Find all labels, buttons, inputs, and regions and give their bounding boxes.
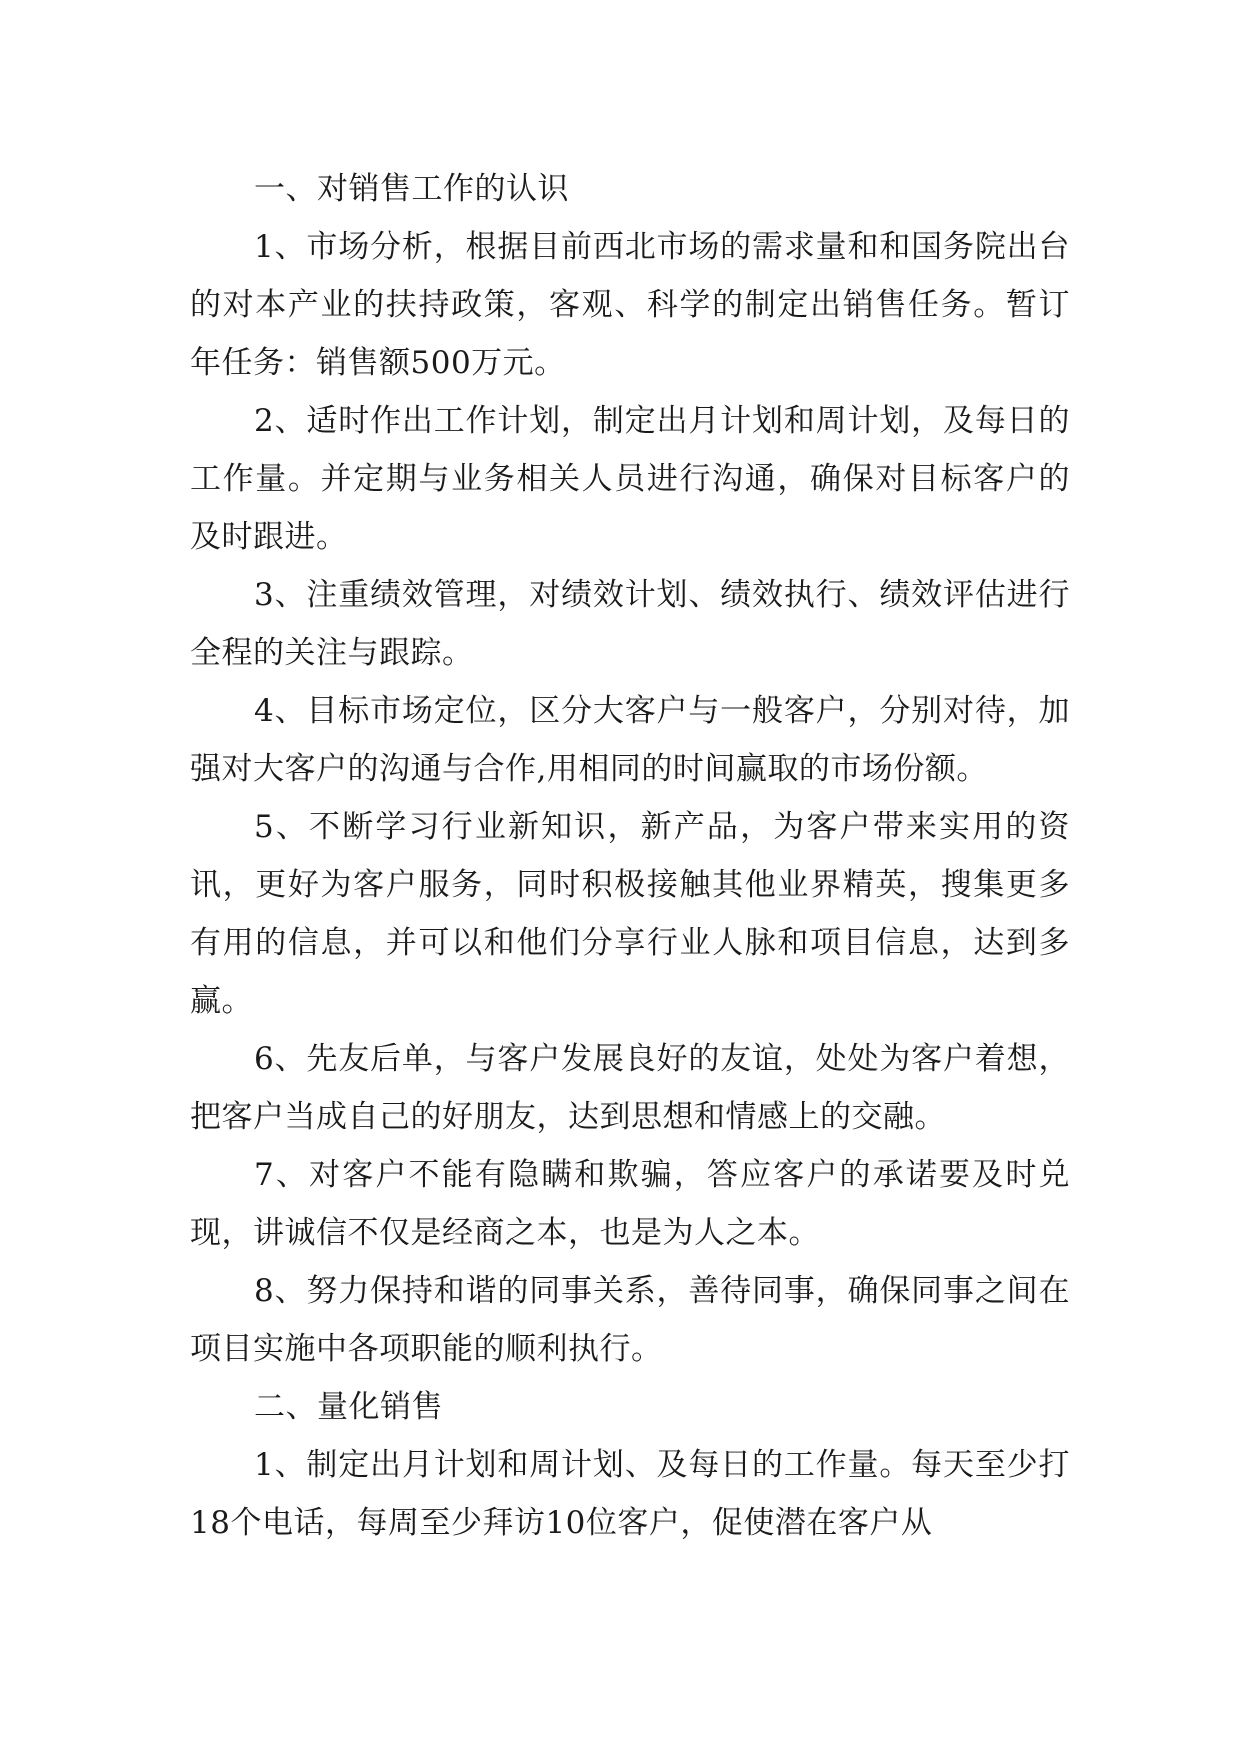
paragraph-1-2: 2、适时作出工作计划，制定出月计划和周计划，及每日的工作量。并定期与业务相关人员进行沟通，确保对目标客户的及时跟进。 bbox=[190, 403, 1070, 555]
section-heading-2: 二、量化销售 bbox=[254, 1389, 443, 1425]
paragraph-1-3: 3、注重绩效管理，对绩效计划、绩效执行、绩效评估进行全程的关注与跟踪。 bbox=[190, 577, 1070, 671]
paragraph-1-4: 4、目标市场定位，区分大客户与一般客户，分别对待，加强对大客户的沟通与合作,用相同的时间赢取的市场份额。 bbox=[190, 693, 1070, 787]
paragraph-1-1: 1、市场分析，根据目前西北市场的需求量和和国务院出台的对本产业的扶持政策，客观、科学的制定出销售任务。暂订年任务：销售额500万元。 bbox=[190, 229, 1070, 381]
document-body bbox=[190, 160, 1070, 1552]
paragraph-1-8: 8、努力保持和谐的同事关系，善待同事，确保同事之间在项目实施中各项职能的顺利执行。 bbox=[190, 1273, 1070, 1367]
paragraph-2-1: 1、制定出月计划和周计划、及每日的工作量。每天至少打18个电话，每周至少拜访10位客户，促使潜在客户从 bbox=[190, 1447, 1070, 1541]
paragraph-1-6: 6、先友后单，与客户发展良好的友谊，处处为客户着想，把客户当成自己的好朋友，达到思想和情感上的交融。 bbox=[190, 1041, 1070, 1135]
paragraph-1-7: 7、对客户不能有隐瞒和欺骗，答应客户的承诺要及时兑现，讲诚信不仅是经商之本，也是为人之本。 bbox=[190, 1157, 1070, 1251]
section-heading-1: 一、对销售工作的认识 bbox=[254, 171, 569, 207]
paragraph-1-5: 5、不断学习行业新知识，新产品，为客户带来实用的资讯，更好为客户服务，同时积极接触其他业界精英，搜集更多有用的信息，并可以和他们分享行业人脉和项目信息，达到多赢。 bbox=[190, 809, 1070, 1019]
